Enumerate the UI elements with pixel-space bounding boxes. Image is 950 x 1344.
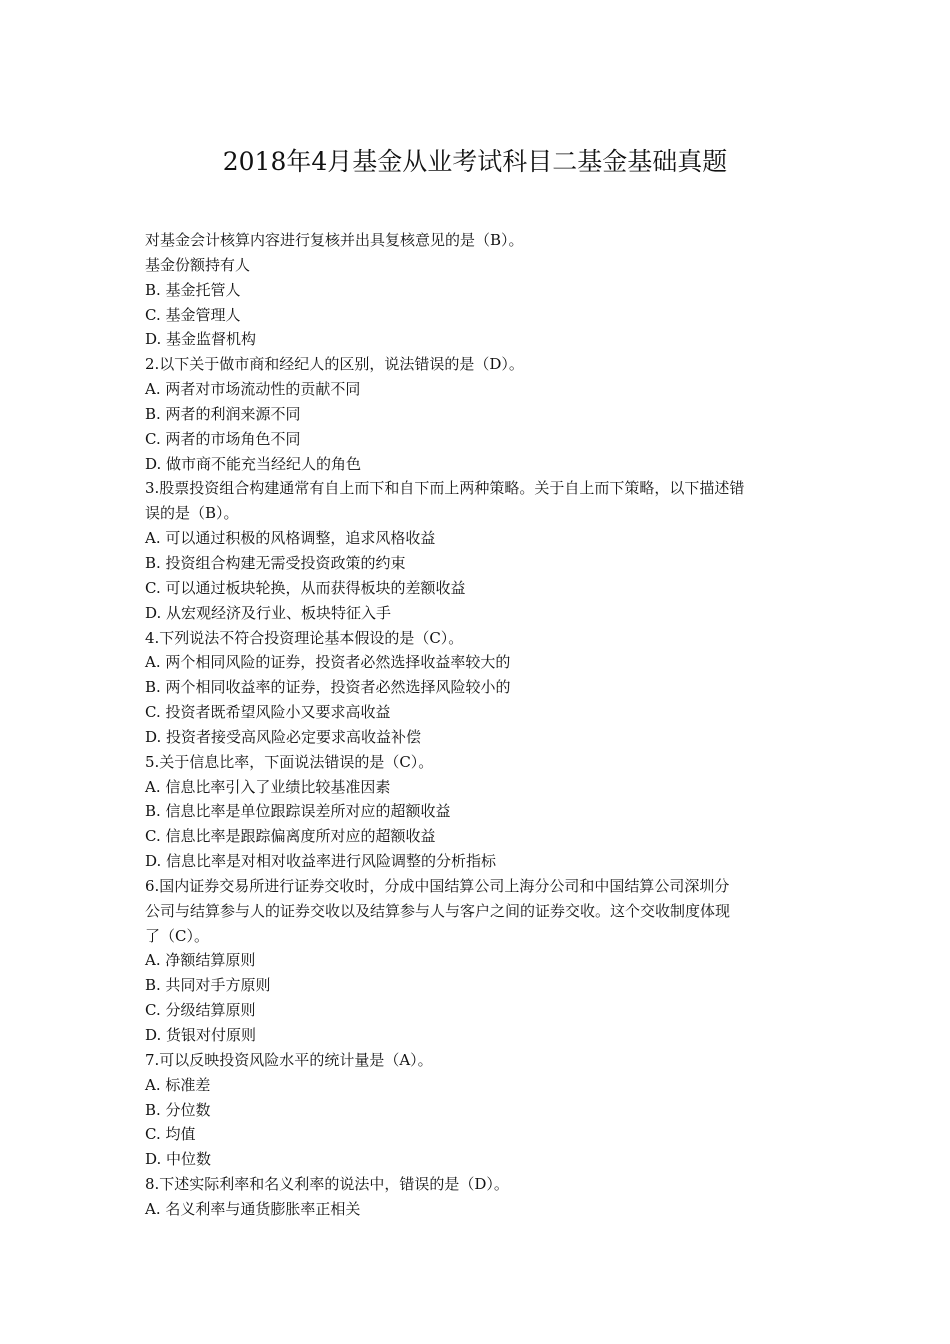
question-2-option-c: C. 两者的市场角色不同: [145, 429, 301, 448]
question-6-stem-line-3: 了（C）。: [145, 926, 209, 945]
question-6-stem-line-2: 公司与结算参与人的证券交收以及结算参与人与客户之间的证券交收。这个交收制度体现: [145, 901, 731, 920]
question-3-stem-line-2: 误的是（B）。: [145, 504, 239, 523]
question-2-option-b: B. 两者的利润来源不同: [145, 404, 301, 423]
question-1-option-b: B. 基金托管人: [145, 280, 241, 299]
question-3-stem-line-1: 3.股票投资组合构建通常有自上而下和自下而上两种策略。关于自上而下策略，以下描述错: [145, 479, 745, 498]
question-7-option-d: D. 中位数: [145, 1150, 212, 1169]
question-8-option-a: A. 名义利率与通货膨胀率正相关: [145, 1199, 361, 1218]
question-7-option-a: A. 标准差: [145, 1075, 211, 1094]
question-2-option-d: D. 做市商不能充当经纪人的角色: [145, 454, 362, 473]
question-6-stem-line-1: 6.国内证券交易所进行证券交收时，分成中国结算公司上海分公司和中国结算公司深圳分: [145, 876, 730, 895]
question-1-option-c: C. 基金管理人: [145, 305, 241, 324]
question-5-option-a: A. 信息比率引入了业绩比较基准因素: [145, 777, 391, 796]
question-3-option-a: A. 可以通过积极的风格调整，追求风格收益: [145, 529, 436, 548]
question-4-option-c: C. 投资者既希望风险小又要求高收益: [145, 703, 391, 722]
document-title: 2018年4月基金从业考试科目二基金基础真题: [222, 147, 728, 176]
question-6-option-c: C. 分级结算原则: [145, 1001, 256, 1020]
question-4-option-a: A. 两个相同风险的证券，投资者必然选择收益率较大的: [145, 653, 511, 672]
question-1-option-a: 基金份额持有人: [145, 255, 251, 274]
question-5-option-b: B. 信息比率是单位跟踪误差所对应的超额收益: [145, 802, 451, 821]
question-4-option-d: D. 投资者接受高风险必定要求高收益补偿: [145, 727, 422, 746]
question-4-stem: 4.下列说法不符合投资理论基本假设的是（C）。: [145, 628, 464, 647]
document-body: [145, 228, 817, 1222]
question-7-option-c: C. 均值: [145, 1125, 196, 1144]
question-3-option-d: D. 从宏观经济及行业、板块特征入手: [145, 603, 392, 622]
question-6-option-a: A. 净额结算原则: [145, 951, 256, 970]
question-4-option-b: B. 两个相同收益率的证券，投资者必然选择风险较小的: [145, 678, 511, 697]
question-6-option-d: D. 货银对付原则: [145, 1026, 257, 1044]
question-7-stem: 7.可以反映投资风险水平的统计量是（A）。: [145, 1050, 433, 1069]
question-5-option-d: D. 信息比率是对相对收益率进行风险调整的分析指标: [145, 852, 497, 871]
question-7-option-b: B. 分位数: [145, 1100, 211, 1119]
question-3-option-c: C. 可以通过板块轮换，从而获得板块的差额收益: [145, 578, 466, 597]
question-5-option-c: C. 信息比率是跟踪偏离度所对应的超额收益: [145, 827, 436, 846]
question-1-stem: 对基金会计核算内容进行复核并出具复核意见的是（B）。: [145, 231, 524, 249]
question-1-option-d: D. 基金监督机构: [145, 330, 257, 349]
question-6-option-b: B. 共同对手方原则: [145, 976, 271, 995]
question-8-stem: 8.下述实际利率和名义利率的说法中，错误的是（D）。: [145, 1175, 509, 1194]
question-2-stem: 2.以下关于做市商和经纪人的区别，说法错误的是（D）。: [145, 355, 524, 374]
question-5-stem: 5.关于信息比率，下面说法错误的是（C）。: [145, 752, 434, 771]
question-2-option-a: A. 两者对市场流动性的贡献不同: [145, 380, 361, 399]
question-3-option-b: B. 投资组合构建无需受投资政策的约束: [145, 553, 406, 572]
